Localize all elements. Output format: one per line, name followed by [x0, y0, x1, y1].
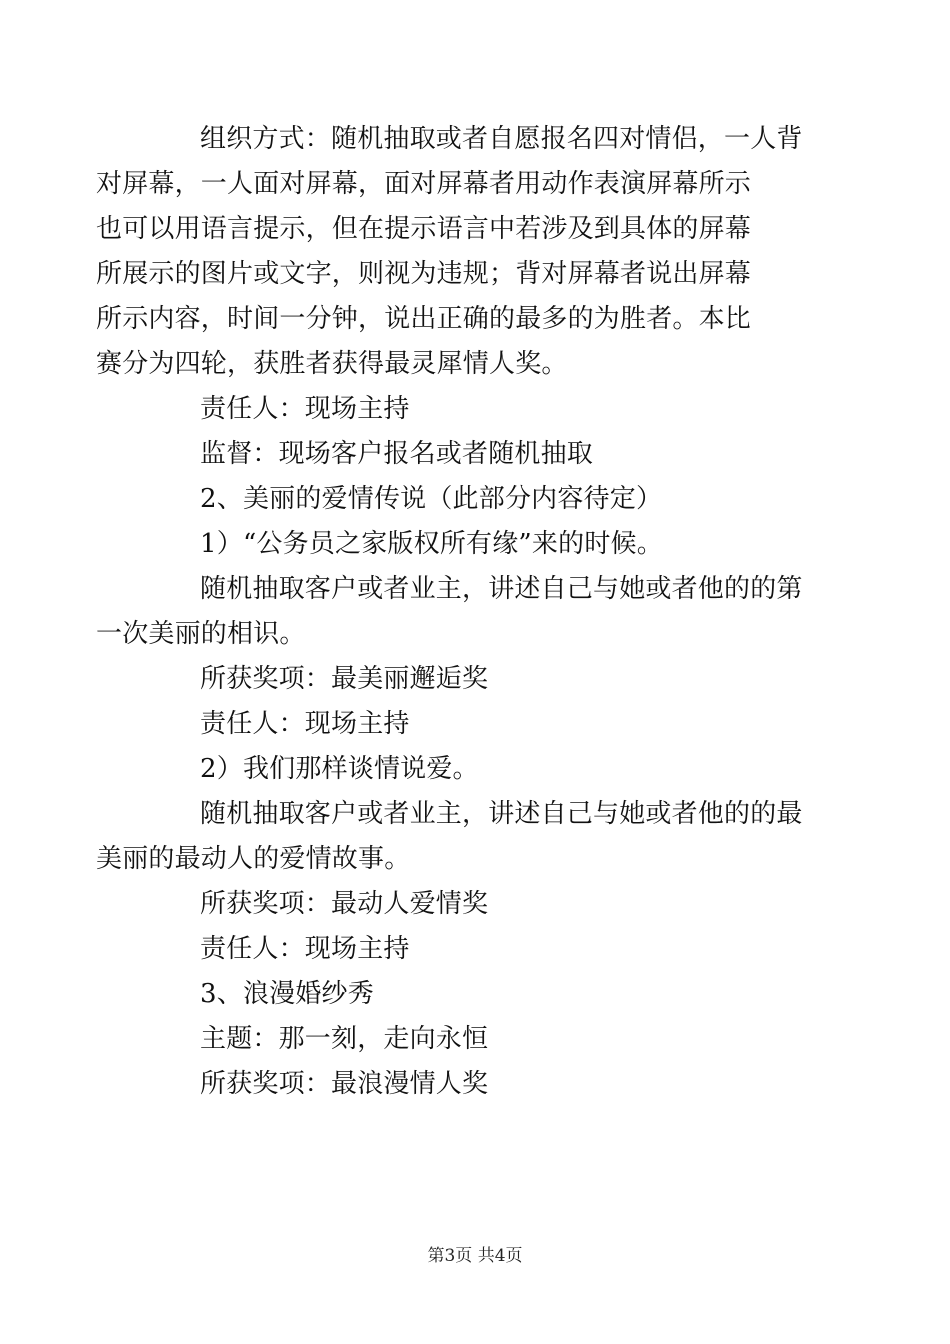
text-line: 组织方式：随机抽取或者自愿报名四对情侣，一人背 — [200, 124, 803, 154]
text-line: 所获奖项：最动人爱情奖 — [200, 889, 489, 919]
text-line: 赛分为四轮，获胜者获得最灵犀情人奖。 — [96, 349, 568, 379]
text-line: 随机抽取客户或者业主，讲述自己与她或者他的的第 — [200, 574, 803, 604]
paragraph-first-meeting — [96, 567, 808, 657]
paragraph-responsible-person — [148, 927, 808, 972]
text-line: 随机抽取客户或者业主，讲述自己与她或者他的的最 — [200, 799, 803, 829]
text-line: 2）我们那样谈情说爱。 — [200, 754, 479, 784]
text-line: 一次美丽的相识。 — [96, 619, 306, 649]
text-line: 主题：那一刻，走向永恒 — [200, 1024, 489, 1054]
subheading-how-we-love — [148, 747, 808, 792]
paragraph-love-story — [96, 792, 808, 882]
paragraph-responsible-person — [148, 702, 808, 747]
subheading-when-fate-comes — [148, 522, 808, 567]
paragraph-responsible-person — [148, 387, 808, 432]
paragraph-supervision — [148, 432, 808, 477]
section-heading-wedding-show — [148, 972, 808, 1017]
text-line: 所获奖项：最浪漫情人奖 — [200, 1069, 489, 1099]
paragraph-award-love-story — [148, 882, 808, 927]
paragraph-organization-method — [96, 117, 808, 387]
text-line: 责任人：现场主持 — [200, 709, 410, 739]
text-line: 所获奖项：最美丽邂逅奖 — [200, 664, 489, 694]
text-line: 1）“公务员之家版权所有缘”来的时候。 — [200, 529, 663, 559]
text-line: 所示内容，时间一分钟，说出正确的最多的为胜者。本比 — [96, 304, 752, 334]
text-line: 责任人：现场主持 — [200, 934, 410, 964]
text-line: 美丽的最动人的爱情故事。 — [96, 844, 411, 874]
text-line: 监督：现场客户报名或者随机抽取 — [200, 439, 594, 469]
text-line: 责任人：现场主持 — [200, 394, 410, 424]
text-line: 3、浪漫婚纱秀 — [200, 979, 374, 1009]
document-body — [96, 117, 808, 1107]
section-heading-love-legend — [148, 477, 808, 522]
text-line: 所展示的图片或文字，则视为违规；背对屏幕者说出屏幕 — [96, 259, 752, 289]
text-line: 也可以用语言提示，但在提示语言中若涉及到具体的屏幕 — [96, 214, 752, 244]
paragraph-award-encounter — [148, 657, 808, 702]
text-line: 对屏幕，一人面对屏幕，面对屏幕者用动作表演屏幕所示 — [96, 169, 752, 199]
page-number-footer: 第3页 共4页 — [427, 1246, 523, 1266]
paragraph-theme — [148, 1017, 808, 1062]
text-line: 2、美丽的爱情传说（此部分内容待定） — [200, 484, 663, 514]
paragraph-award-romantic — [148, 1062, 808, 1107]
